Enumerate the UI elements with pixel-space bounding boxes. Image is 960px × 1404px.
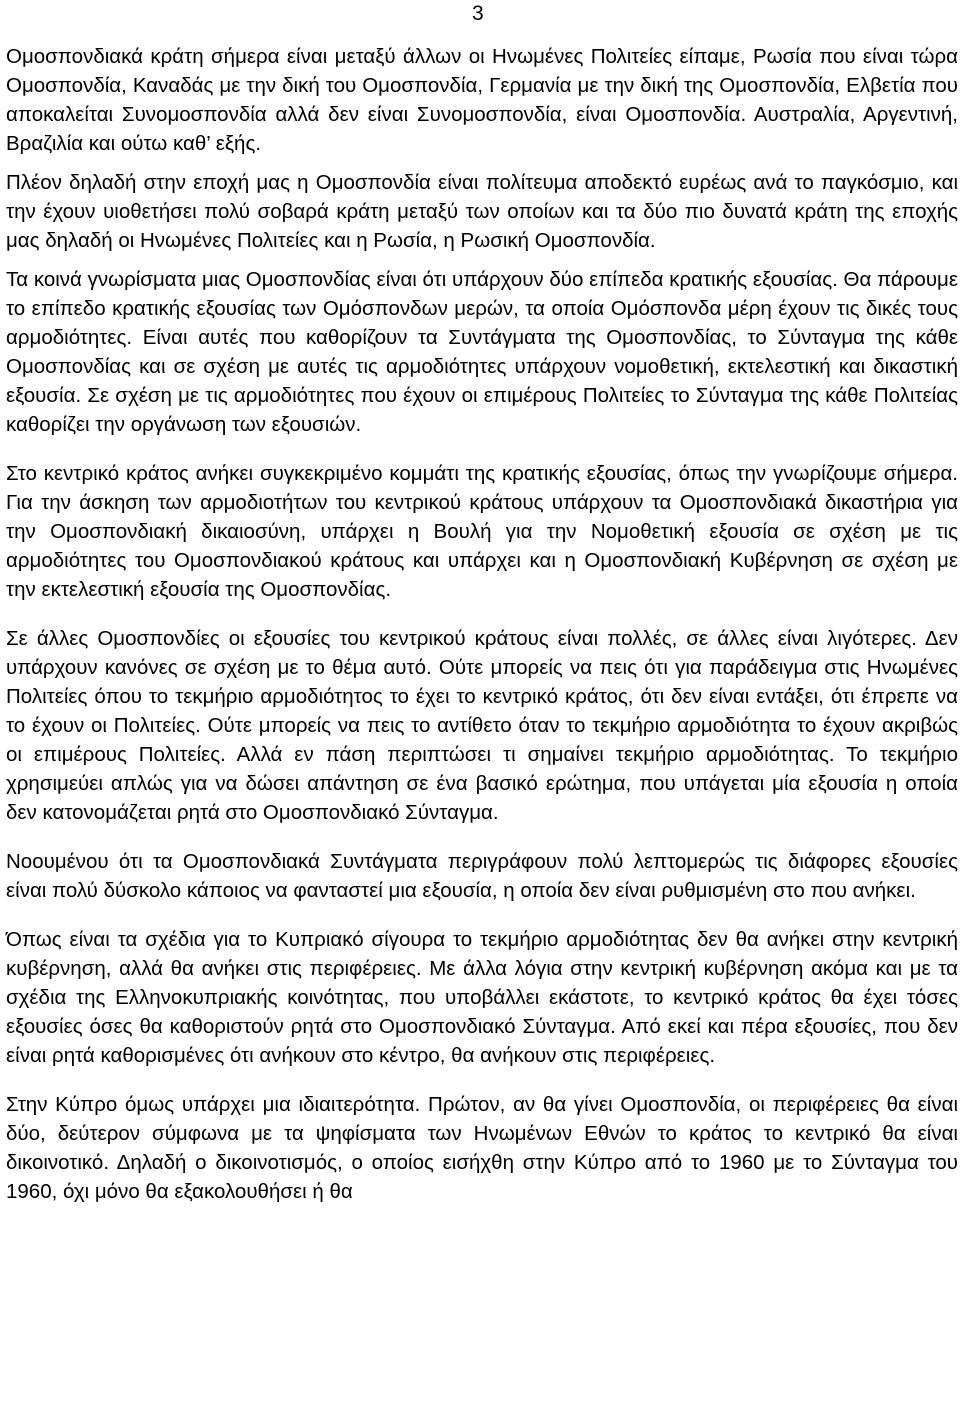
paragraph-5: Σε άλλες Ομοσπονδίες οι εξουσίες του κεντρικού κράτους είναι πολλές, σε άλλες είναι λιγότερες. Δεν υπάρχουν κανόνες σε σχέση με το θέμα αυτό. Ούτε μπορείς να πεις ότι για παράδειγμα στις Ηνωμένες Πολιτείες όπου το τεκμήριο αρμοδιότητος το έχει το κεντρικό κράτος, ότι δεν είναι εντάξει, ότι έπρεπε να το έχουν οι Πολιτείες. Ούτε μπορείς να πεις το αντίθετο όταν το τεκμήριο αρμοδιότητα το έχουν ακριβώς οι επιμέρους Πολιτείες. Αλλά εν πάση περιπτώσει τι σημαίνει τεκμήριο αρμοδιότητας. Το τεκμήριο χρησιμεύει απλώς για να δώσει απάντηση σε ένα βασικό ερώτημα, που υπάγεται μία εξουσία η οποία δεν κατονομάζεται ρητά στο Ομοσπονδιακό Σύνταγμα. [6,627,958,824]
page-number: 3 [472,2,484,25]
paragraph-4: Στο κεντρικό κράτος ανήκει συγκεκριμένο κομμάτι της κρατικής εξουσίας, όπως την γνωρίζουμε σήμερα. Για την άσκηση των αρμοδιοτήτων του κεντρικού κράτους υπάρχουν τα Ομοσπονδιακά δικαστήρια για την Ομοσπονδιακή δικαιοσύνη, υπάρχει η Βουλή για την Νομοθετική εξουσία σε σχέση με τις αρμοδιότητες του Ομοσπονδιακού κράτους και υπάρχει και η Ομοσπονδιακή Κυβέρνηση σε σχέση με την εκτελεστική εξουσία της Ομοσπονδίας. [6,462,958,601]
paragraph-1: Ομοσπονδιακά κράτη σήμερα είναι μεταξύ άλλων οι Ηνωμένες Πολιτείες είπαμε, Ρωσία που είναι τώρα Ομοσπονδία, Καναδάς με την δική του Ομοσπονδία, Γερμανία με την δική της Ομοσπονδία, Ελβετία που αποκαλείται Συνομοσπονδία αλλά δεν είναι Συνομοσπονδία, είναι Ομοσπονδία. Αυστραλία, Αργεντινή, Βραζιλία και ούτω καθ’ εξής. [6,45,958,155]
paragraph-2: Πλέον δηλαδή στην εποχή μας η Ομοσπονδία είναι πολίτευμα αποδεκτό ευρέως ανά το παγκόσμιο, και την έχουν υιοθετήσει πολύ σοβαρά κράτη μεταξύ των οποίων και τα δύο πιο δυνατά κράτη της εποχής μας δηλαδή οι Ηνωμένες Πολιτείες και η Ρωσία, η Ρωσική Ομοσπονδία. [6,171,958,252]
paragraph-8: Στην Κύπρο όμως υπάρχει μια ιδιαιτερότητα. Πρώτον, αν θα γίνει Ομοσπονδία, οι περιφέρειες θα είναι δύο, δεύτερον σύμφωνα με τα ψηφίσματα των Ηνωμένων Εθνών το κράτος το κεντρικό θα είναι δικοινοτικό. Δηλαδή ο δικοινοτισμός, ο οποίος εισήχθη στην Κύπρο από το 1960 με το Σύνταγμα του 1960, όχι μόνο θα εξακολουθήσει ή θα [6,1093,958,1203]
paragraph-3: Τα κοινά γνωρίσματα μιας Ομοσπονδίας είναι ότι υπάρχουν δύο επίπεδα κρατικής εξουσίας. Θα πάρουμε το επίπεδο κρατικής εξουσίας των Ομόσπονδων μερών, τα οποία Ομόσπονδα μέρη έχουν τις δικές τους αρμοδιότητες. Είναι αυτές που καθορίζουν τα Συντάγματα της Ομοσπονδίας, το Σύνταγμα της κάθε Ομοσπονδίας και σε σχέση με αυτές τις αρμοδιότητες υπάρχουν νομοθετική, εκτελεστική και δικαστική εξουσία. Σε σχέση με τις αρμοδιότητες που έχουν οι επιμέρους Πολιτείες το Σύνταγμα της κάθε Πολιτείας καθορίζει την οργάνωση των εξουσιών. [6,268,958,436]
document-body [6,42,958,1216]
paragraph-6: Νοουμένου ότι τα Ομοσπονδιακά Συντάγματα περιγράφουν πολύ λεπτομερώς τις διάφορες εξουσίες είναι πολύ δύσκολο κάποιος να φανταστεί μια εξουσία, η οποία δεν είναι ρυθμισμένη στο που ανήκει. [6,850,958,902]
paragraph-7: Όπως είναι τα σχέδια για το Κυπριακό σίγουρα το τεκμήριο αρμοδιότητας δεν θα ανήκει στην κεντρική κυβέρνηση, αλλά θα ανήκει στις περιφέρειες. Με άλλα λόγια στην κεντρική κυβέρνηση ακόμα και με τα σχέδια της Ελληνοκυπριακής κοινότητας, που υποβάλλει εκάστοτε, το κεντρικό κράτος θα έχει τόσες εξουσίες όσες θα καθοριστούν ρητά στο Ομοσπονδιακό Σύνταγμα. Από εκεί και πέρα εξουσίες, που δεν είναι ρητά καθορισμένες ότι ανήκουν στο κέντρο, θα ανήκουν στις περιφέρειες. [6,928,958,1067]
